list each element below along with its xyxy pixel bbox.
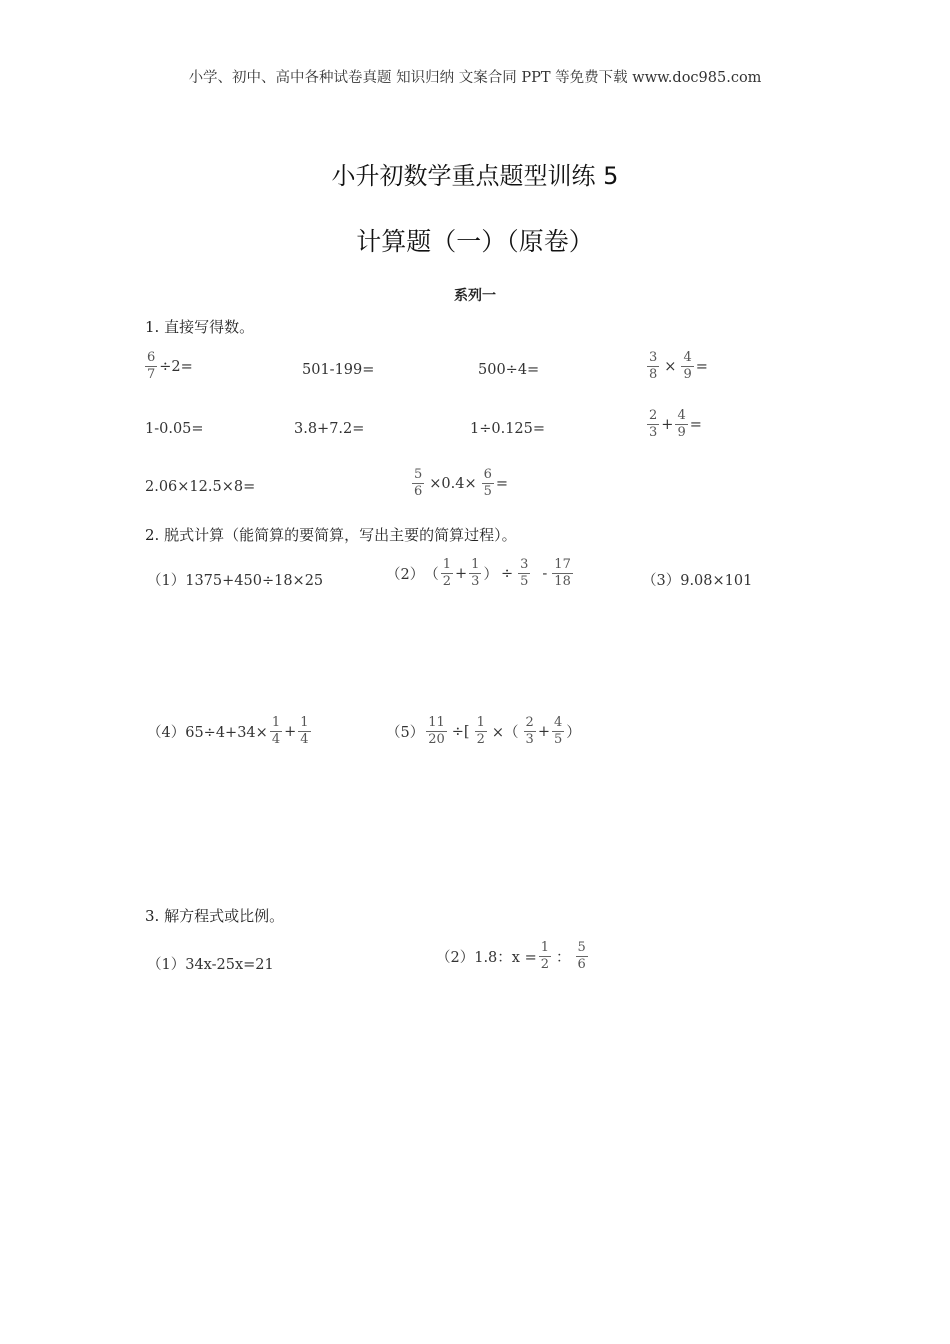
q1-item-9: 2.06×12.5×8= xyxy=(145,479,256,495)
page-header: 小学、初中、高中各种试卷真题 知识归纳 文案合同 PPT 等免费下载 www.doc985.com xyxy=(188,70,762,86)
q3-heading: 3. 解方程式或比例。 xyxy=(145,907,285,925)
fraction: $\frac{4}{9}$ xyxy=(677,408,686,440)
q2-problem-4: （4）65÷4+34× $\frac{1}{4}$ + $\frac{1}{4}$ xyxy=(147,715,309,747)
fraction: $\frac{2}{3}$ xyxy=(525,715,534,747)
fraction: $\frac{4}{9}$ xyxy=(683,350,692,382)
fraction: $\frac{4}{5}$ xyxy=(553,715,563,747)
fraction: $\frac{1}{2}$ xyxy=(540,940,550,972)
fraction: $\frac{17}{18}$ xyxy=(554,557,571,589)
q3-problem-1: （1）34x-25x=21 xyxy=(147,957,274,973)
q1-item-5: 1-0.05= xyxy=(145,421,204,437)
fraction: $\frac{2}{3}$ xyxy=(649,408,658,440)
fraction: $\frac{1}{4}$ xyxy=(271,715,281,747)
q3-problem-2: （2）1.8：x = $\frac{1}{2}$ ： $\frac{5}{6}$ xyxy=(436,940,586,972)
fraction: $\frac{1}{2}$ xyxy=(476,715,485,747)
fraction: $\frac{6}{5}$ xyxy=(483,467,492,499)
fraction: $\frac{6}{7}$ xyxy=(147,350,156,382)
series-label: 系列一 xyxy=(454,288,496,304)
q1-item-2: 501-199= xyxy=(302,362,375,378)
q2-problem-2: （2） （ $\frac{1}{2}$ + $\frac{1}{3}$ ） ÷ $\frac{3}{5}$ - $\frac{17}{18}$ xyxy=(386,557,571,589)
q1-heading: 1. 直接写得数。 xyxy=(145,318,255,336)
fraction: $\frac{1}{3}$ xyxy=(471,557,480,589)
q2-problem-3: （3）9.08×101 xyxy=(642,573,753,589)
q2-problem-5: （5） $\frac{11}{20}$ ÷[ $\frac{1}{2}$ ×（ $\frac{2}{3}$ + $\frac{4}{5}$ ） xyxy=(386,715,581,747)
q1-item-6: 3.8+7.2= xyxy=(294,421,365,437)
q1-item-7: 1÷0.125= xyxy=(470,421,546,437)
page-title: 小升初数学重点题型训练 5 xyxy=(331,162,619,190)
q1-item-3: 500÷4= xyxy=(478,362,540,378)
q1-item-8: $\frac{2}{3}$ + $\frac{4}{9}$ = xyxy=(649,408,702,440)
q2-problem-1: （1）1375+450÷18×25 xyxy=(147,573,324,589)
fraction: $\frac{1}{2}$ xyxy=(442,557,452,589)
q1-item-10: $\frac{5}{6}$ ×0.4× $\frac{6}{5}$ = xyxy=(414,467,509,499)
fraction: $\frac{11}{20}$ xyxy=(428,715,445,747)
fraction: $\frac{5}{6}$ xyxy=(414,467,423,499)
q2-heading: 2. 脱式计算（能简算的要简算，写出主要的简算过程）。 xyxy=(145,526,517,544)
fraction: $\frac{3}{5}$ xyxy=(520,557,529,589)
page-subtitle: 计算题（一）（原卷） xyxy=(356,227,594,256)
q1-item-1: $\frac{6}{7}$ ÷2= xyxy=(147,350,193,382)
q1-item-4: $\frac{3}{8}$ × $\frac{4}{9}$ = xyxy=(649,350,708,382)
fraction: $\frac{5}{6}$ xyxy=(577,940,586,972)
fraction: $\frac{1}{4}$ xyxy=(300,715,309,747)
fraction: $\frac{3}{8}$ xyxy=(649,350,658,382)
